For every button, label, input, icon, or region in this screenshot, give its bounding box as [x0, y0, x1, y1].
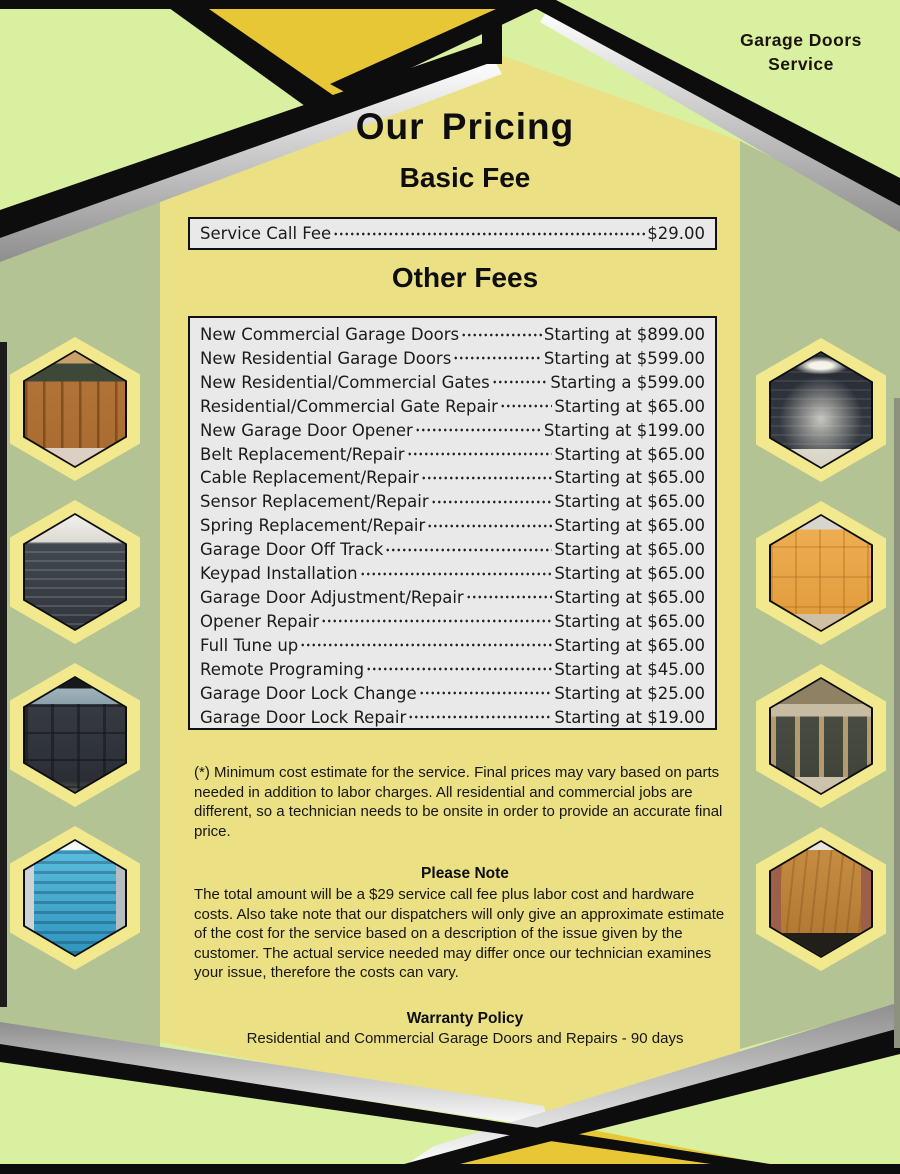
- fee-price: Starting at $25.00: [554, 683, 705, 703]
- fee-row: [200, 490, 705, 514]
- fee-name: New Commercial Garage Doors: [200, 325, 460, 344]
- basic-fee-heading: Basic Fee: [399, 162, 531, 193]
- black-apex-chimney: [482, 20, 502, 64]
- wooden-tilt-garage-door-photo: [771, 842, 871, 956]
- fee-name: Garage Door Lock Repair: [200, 707, 407, 727]
- fee-price: Starting at $65.00: [554, 564, 705, 584]
- fee-price: Starting at $65.00: [554, 516, 705, 536]
- wooden-panel-garage-door-photo: [25, 352, 125, 466]
- dotted-leader: [421, 467, 552, 484]
- dotted-leader: [366, 658, 552, 675]
- fee-price: Starting at $45.00: [554, 659, 705, 679]
- left-edge-black-strip: [0, 342, 7, 1007]
- dotted-leader: [419, 682, 553, 699]
- fee-row: [200, 706, 705, 730]
- fee-name: Service Call Fee: [200, 224, 332, 243]
- fee-name: Garage Door Adjustment/Repair: [200, 587, 464, 607]
- dotted-leader: [492, 371, 549, 388]
- dotted-leader: [461, 324, 542, 341]
- dotted-leader: [407, 443, 553, 460]
- fee-name: New Garage Door Opener: [200, 420, 413, 440]
- fee-row: [200, 562, 705, 586]
- fee-price: Starting at $599.00: [543, 348, 705, 368]
- fee-name: Residential/Commercial Gate Repair: [200, 396, 498, 416]
- fee-row: [200, 634, 705, 658]
- fee-name: Opener Repair: [200, 611, 320, 631]
- fee-name: Garage Door Off Track: [200, 540, 384, 560]
- right-edge-gray-strip: [894, 398, 900, 1048]
- dotted-leader: [333, 223, 645, 240]
- fee-price: Starting at $199.00: [543, 420, 705, 440]
- dotted-leader: [453, 347, 542, 364]
- fee-name: Remote Programing: [200, 659, 365, 679]
- basic-fee-row: [200, 222, 705, 246]
- dotted-leader: [431, 491, 553, 508]
- brand-line2: Service: [768, 54, 834, 74]
- lit-garage-interior-photo: [771, 353, 871, 467]
- please-note-paragraph: The total amount will be a $29 service call fee plus labor cost and hardware costs. Also take note that our dispatchers will only give an approximate estimate of the cost for the service based on a description of the issue given by the customer. The actual service needed may differ once our technician examines your issue, therefore the costs can vary.: [194, 886, 725, 981]
- fee-price: Starting at $65.00: [554, 468, 705, 488]
- fee-price: Starting at $65.00: [554, 587, 705, 607]
- dotted-leader: [500, 395, 552, 412]
- fee-price: $29.00: [647, 224, 705, 243]
- dark-roller-garage-door-photo: [25, 515, 125, 629]
- fee-name: New Residential Garage Doors: [200, 348, 452, 368]
- dotted-leader: [360, 563, 553, 580]
- fee-price: Starting at $65.00: [554, 611, 705, 631]
- fee-row: [200, 443, 705, 467]
- fee-row: [200, 538, 705, 562]
- fee-row: [200, 514, 705, 538]
- basic-fee-box: [188, 217, 717, 250]
- fee-price: Starting at $65.00: [554, 492, 705, 512]
- disclaimer-paragraph: (*) Minimum cost estimate for the service. Final prices may vary based on parts needed in addition to labor charges. All residential and commercial jobs are different, so a technician needs to be onsite in order to provide an accurate final price.: [194, 764, 723, 840]
- fee-price: Starting at $19.00: [554, 707, 705, 727]
- dotted-leader: [321, 610, 552, 627]
- fee-name: Sensor Replacement/Repair: [200, 492, 429, 512]
- fee-name: Belt Replacement/Repair: [200, 444, 405, 464]
- fee-name: Garage Door Lock Change: [200, 683, 417, 703]
- fee-price: Starting at $65.00: [554, 396, 705, 416]
- fee-name: Keypad Installation: [200, 564, 358, 584]
- fee-name: Spring Replacement/Repair: [200, 516, 426, 536]
- orange-garage-door-photo: [771, 516, 871, 630]
- fee-row: [200, 371, 705, 395]
- fee-row: [200, 610, 705, 634]
- fee-price: Starting at $65.00: [554, 444, 705, 464]
- fee-price: Starting a $599.00: [550, 372, 705, 392]
- dark-sectional-garage-door-photo: [25, 678, 125, 792]
- brand-line1: Garage Doors: [740, 30, 862, 50]
- fee-price: Starting at $65.00: [554, 540, 705, 560]
- dotted-leader: [415, 419, 542, 436]
- dotted-leader: [427, 515, 552, 532]
- brand-title: [696, 28, 900, 76]
- fee-row: [200, 323, 705, 347]
- blue-roller-shutter-door-photo: [25, 841, 125, 955]
- fee-row: [200, 682, 705, 706]
- fee-row: [200, 466, 705, 490]
- fee-price: Starting at $65.00: [554, 635, 705, 655]
- fee-name: Cable Replacement/Repair: [200, 468, 419, 488]
- timber-stone-garage-photo: [771, 679, 871, 793]
- dotted-leader: [466, 586, 553, 603]
- page-title: Our Pricing: [355, 106, 575, 147]
- fee-price: Starting at $899.00: [543, 325, 705, 344]
- warranty-policy-heading: Warranty Policy: [406, 1010, 524, 1027]
- fee-row: [200, 395, 705, 419]
- fee-row: [200, 586, 705, 610]
- fee-row: [200, 347, 705, 371]
- other-fees-box: [188, 316, 717, 730]
- fee-row: [200, 419, 705, 443]
- top-black-bar: [0, 0, 548, 9]
- dotted-leader: [385, 539, 552, 556]
- please-note-heading: Please Note: [421, 865, 509, 882]
- fee-row: [200, 658, 705, 682]
- other-fees-heading: Other Fees: [391, 262, 539, 293]
- fee-name: Full Tune up: [200, 635, 299, 655]
- warranty-policy-text: Residential and Commercial Garage Doors and Repairs - 90 days: [246, 1030, 684, 1047]
- bottom-black-bar: [0, 1164, 900, 1174]
- dotted-leader: [300, 634, 552, 651]
- dotted-leader: [408, 706, 552, 723]
- fee-name: New Residential/Commercial Gates: [200, 372, 490, 392]
